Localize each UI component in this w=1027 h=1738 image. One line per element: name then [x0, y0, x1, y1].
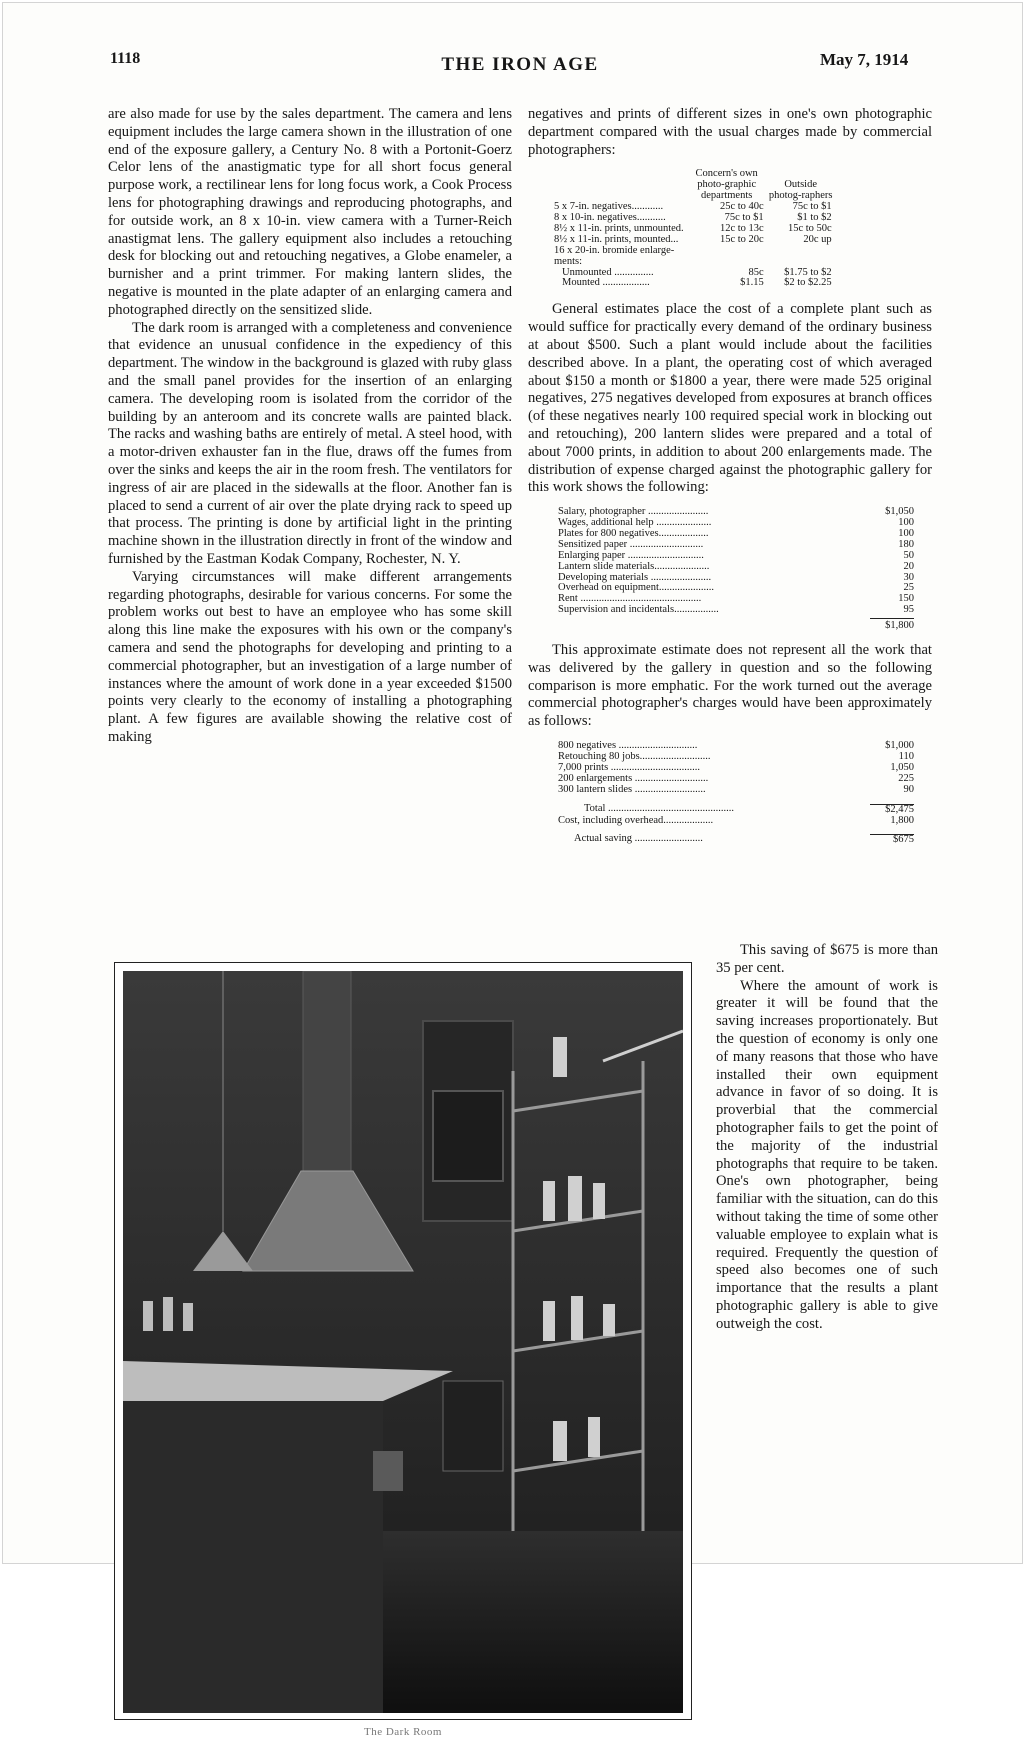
photograph-image	[123, 971, 683, 1713]
table-cell-label: 5 x 7-in. negatives............	[554, 201, 664, 213]
row-label: 200 enlargements ............................	[558, 772, 709, 784]
paragraph: Varying circumstances will make different arrangements regarding photographs, desirable for various concerns. For some the problem works out best to have an employee who has some skill along this line make the exposures with his own or the company's camera and send the photographs for developing and printing to a commercial photographer, but an investigation of a large number of instances where the amount of work done in a year exceeded $1500 points very clearly to the economy of installing a photographing plant. A few figures are available showing the relative cost of making	[108, 568, 512, 745]
table-row	[558, 562, 914, 573]
table-cell-outside: $2 to $2.25	[784, 277, 832, 289]
table-row	[558, 785, 914, 796]
table-cell-label: Mounted ..................	[562, 277, 650, 289]
row-amount: 225	[898, 772, 914, 784]
expense-total: $1,800	[870, 618, 914, 632]
paragraph: negatives and prints of different sizes in one's own photographic department compared with the usual charges made by commercial photographers:	[528, 106, 932, 158]
commercial-charges-table	[558, 741, 914, 846]
row-amount: 1,050	[890, 761, 914, 773]
row-label: Salary, photographer .......................	[558, 506, 709, 518]
row-label: Rent ..............................................	[558, 593, 702, 605]
row-amount: 150	[898, 593, 914, 605]
paragraph: Where the amount of work is greater it will be found that the saving increases proportionately. But the question of economy is only one of many reasons that those who have installed their own equipment advance in favor of so doing. It is proverbial that the commercial photographer fails to get the point of the majority of the industrial photographs that require to be taken. One's own photographer, being familiar with the situation, can do this without taking the time of some other valuable employee to explain what is required. Frequently the question of speed also becomes one of such importance that the results a plant photographic gallery is able to give outweigh the cost.	[716, 977, 938, 1332]
row-amount: $1,050	[885, 506, 914, 518]
table-cell-outside	[767, 257, 835, 268]
table-cell-outside: 15c to 50c	[787, 222, 832, 234]
total-amount: $2,475	[870, 804, 914, 816]
left-column	[108, 106, 512, 747]
row-amount: 90	[903, 783, 914, 795]
table-cell-outside: $1 to $2	[797, 212, 832, 224]
table-cell-own: 15c to 20c	[719, 233, 764, 245]
table-cell-own	[687, 257, 767, 268]
row-amount: 25	[903, 582, 914, 594]
price-comparison-table	[528, 169, 932, 289]
cost-label: Cost, including overhead...................	[558, 814, 714, 826]
paragraph: This saving of $675 is more than 35 per cent.	[716, 942, 938, 976]
row-label: Wages, additional help .....................	[558, 517, 712, 529]
right-column	[528, 106, 932, 852]
table-cell-outside	[767, 246, 835, 257]
table-cell-own: $1.15	[740, 277, 764, 289]
table-row	[554, 278, 835, 289]
figure-caption: The Dark Room	[364, 1726, 442, 1738]
row-label: Sensitized paper ............................	[558, 538, 704, 550]
table-row	[554, 257, 835, 268]
table-cell-own: 25c to 40c	[719, 201, 764, 213]
table-cell-outside: 20c up	[803, 233, 832, 245]
table-cell-own: 12c to 13c	[719, 222, 764, 234]
narrow-column	[716, 942, 938, 1334]
dark-room-photograph	[114, 962, 692, 1720]
table-header-own: Concern's own photo-graphic departments	[695, 168, 758, 202]
total-label: Total ................................................	[584, 802, 735, 814]
row-amount: 100	[898, 527, 914, 539]
table-cell-label: 16 x 20-in. bromide enlarge-	[554, 244, 675, 256]
paragraph: are also made for use by the sales department. The camera and lens equipment includes the large camera shown in the illustration of one end of the exposure gallery, a Century No. 8 with a Portonit-Goerz Celor lens of the anastigmatic type for all short focus general purpose work, a rectilinear lens for long focus work, a Cook Process lens for photographing drawings and reproducing photographs, and for outside work, an 8 x 10-in. view camera with a Turner-Reich anastigmat lens. The gallery equipment also includes a retouching desk for blocking out and retouching negatives, a Globe enameler, a burnisher and a print trimmer. For making lantern slides, the negative is mounted in the plate adapter of an enlarging camera and photographed directly on the sensitized slide.	[108, 106, 512, 318]
row-amount: 180	[898, 538, 914, 550]
table-cell-label: ments:	[554, 255, 582, 267]
table-cell-label: 8½ x 11-in. prints, mounted...	[554, 233, 679, 245]
cost-amount: 1,800	[890, 814, 914, 826]
row-amount: 95	[903, 604, 914, 616]
row-amount: 30	[903, 571, 914, 583]
journal-title: THE IRON AGE	[441, 54, 599, 75]
dark-room-illustration	[123, 971, 683, 1713]
table-row	[558, 804, 914, 816]
table-row	[554, 246, 835, 257]
expense-table	[558, 507, 914, 632]
row-label: Retouching 80 jobs...........................	[558, 750, 711, 762]
table-cell-outside: 75c to $1	[792, 201, 832, 213]
saving-label: Actual saving ..........................	[574, 833, 703, 845]
saving-amount: $675	[870, 834, 914, 846]
issue-date: May 7, 1914	[820, 50, 909, 69]
row-label: Plates for 800 negatives...................	[558, 527, 709, 539]
table-cell-label: Unmounted ...............	[562, 266, 654, 278]
table-total-row	[558, 618, 914, 632]
row-amount: 110	[898, 750, 914, 762]
table-header-spacer	[554, 169, 687, 202]
paragraph: This approximate estimate does not represent all the work that was delivered by the gallery in question and so the following comparison is more emphatic. For the work turned out the average commercial photographer's charges would have been approximately as follows:	[528, 642, 932, 730]
table-cell-own: 85c	[748, 266, 764, 278]
row-label: 300 lantern slides ...........................	[558, 783, 706, 795]
table-row	[558, 605, 914, 616]
row-amount: $1,000	[885, 740, 914, 752]
paragraph: General estimates place the cost of a complete plant such as would suffice for practically every demand of the ordinary business at about $500. Such a plant would include about the facilities described above. In a plant, the operating cost of which averaged about $150 a month or $1800 a year, there were made 525 original negatives, 275 negatives developed from exposures at branch offices (of these negatives nearly 100 required special work in blocking out and retouching), 200 lantern slides were prepared and a total of about 7000 prints, in addition to about 200 enlargements made. The distribution of expense charged against the photographic gallery for this work shows the following:	[528, 301, 932, 496]
table-cell-label: 8½ x 11-in. prints, unmounted.	[554, 222, 684, 234]
table-row	[558, 834, 914, 846]
table-cell-label: 8 x 10-in. negatives...........	[554, 212, 666, 224]
row-label: Overhead on equipment.....................	[558, 582, 715, 594]
page-number: 1118	[110, 50, 141, 67]
table-cell-own	[687, 246, 767, 257]
row-label: 800 negatives ..............................	[558, 740, 698, 752]
table-cell-own: 75c to $1	[724, 212, 764, 224]
paragraph: The dark room is arranged with a completeness and convenience that evidence an unusual confidence in the expediency of this department. The window in the background is glazed with ruby glass and the small panel provides for the insertion of an enlarging camera. The developing room is isolated from the corridor of the building by an anteroom and its concrete walls are painted black. The racks and washing baths are entirely of metal. A steel hood, with a motor-driven exhauster fan in the flue, draws off the fumes from over the sinks and keeps the air in the room fresh. The ventilators for ingress of air are placed in the sidewalls at the floor. Another fan is placed to send a current of air over the plate drying rack to speed up that process. The printing is done by artificial light in the printing machine shown in the illustration directly in front of the window and furnished by the Eastman Kodak Company, Rochester, N. Y.	[108, 319, 512, 567]
row-amount: 50	[903, 549, 914, 561]
row-label: Enlarging paper .............................	[558, 549, 704, 561]
row-label: Developing materials .......................	[558, 571, 712, 583]
table-cell-outside: $1.75 to $2	[784, 266, 832, 278]
row-amount: 20	[903, 560, 914, 572]
row-label: Lantern slide materials.....................	[558, 560, 710, 572]
row-label: 7,000 prints ..................................	[558, 761, 701, 773]
table-row	[558, 816, 914, 827]
row-amount: 100	[898, 517, 914, 529]
row-label: Supervision and incidentals.................	[558, 604, 719, 616]
table-header-outside: Outside photog-raphers	[768, 179, 833, 202]
